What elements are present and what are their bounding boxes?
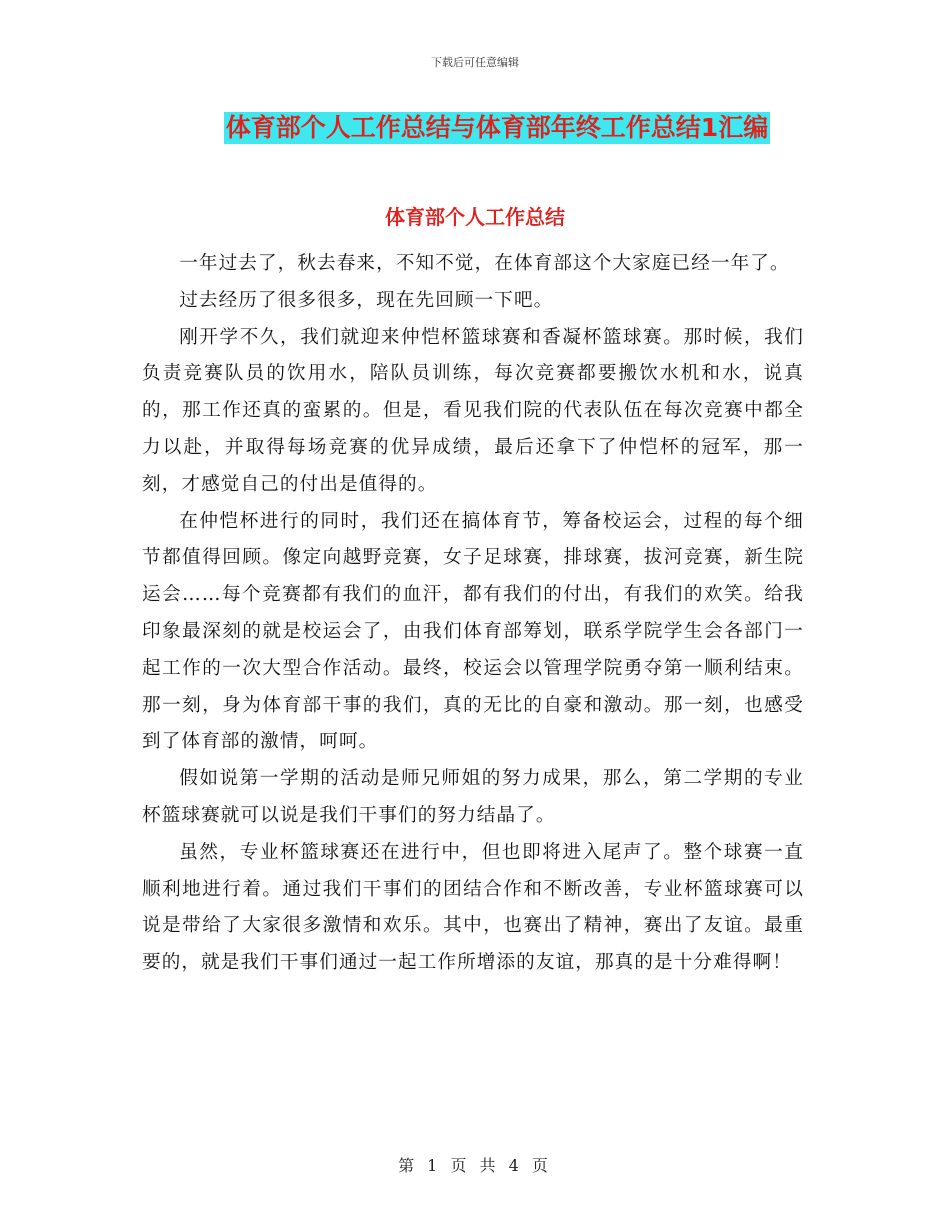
paragraph: 刚开学不久，我们就迎来仲恺杯篮球赛和香凝杯篮球赛。那时候，我们负责竞赛队员的饮用水，陪队员训练，每次竞赛都要搬饮水机和水，说真的，那工作还真的蛮累的。但是，看见我们院的代表队伍在每次竞赛中都全力以赴，并取得每场竞赛的优异成绩，最后还拿下了仲恺杯的冠军，那一刻，才感觉自己的付出是值得的。 — [142, 326, 804, 495]
page-header-note: 下载后可任意编辑 — [431, 56, 519, 69]
document-title — [0, 112, 950, 144]
paragraph: 虽然，专业杯篮球赛还在进行中，但也即将进入尾声了。整个球赛一直顺利地进行着。通过我们干事们的团结合作和不断改善，专业杯篮球赛可以说是带给了大家很多激情和欢乐。其中，也赛出了精神，赛出了友谊。最重要的，就是我们干事们通过一起工作所增添的友谊，那真的是十分难得啊！ — [142, 841, 804, 974]
document-title-text: 体育部个人工作总结与体育部年终工作总结1汇编 — [225, 113, 769, 142]
document-body — [142, 246, 804, 982]
paragraph: 假如说第一学期的活动是师兄师姐的努力成果，那么，第二学期的专业杯篮球赛就可以说是我们干事们的努力结晶了。 — [142, 768, 804, 826]
paragraph: 在仲恺杯进行的同时，我们还在搞体育节，筹备校运会，过程的每个细节都值得回顾。像定向越野竞赛，女子足球赛，排球赛，拔河竞赛，新生院运会……每个竞赛都有我们的血汗，都有我们的付出，有我们的欢笑。给我印象最深刻的就是校运会了，由我们体育部筹划，联系学院学生会各部门一起工作的一次大型合作活动。最终，校运会以管理学院勇夺第一顺利结束。那一刻，身为体育部干事的我们，真的无比的自豪和激动。那一刻，也感受到了体育部的激情，呵呵。 — [142, 510, 804, 753]
page-number: 第 1 页 共 4 页 — [398, 1156, 552, 1175]
paragraph: 过去经历了很多很多，现在先回顾一下吧。 — [179, 289, 554, 311]
paragraph: 一年过去了，秋去春来，不知不觉，在体育部这个大家庭已经一年了。 — [179, 253, 790, 274]
section-title: 体育部个人工作总结 — [385, 205, 565, 229]
